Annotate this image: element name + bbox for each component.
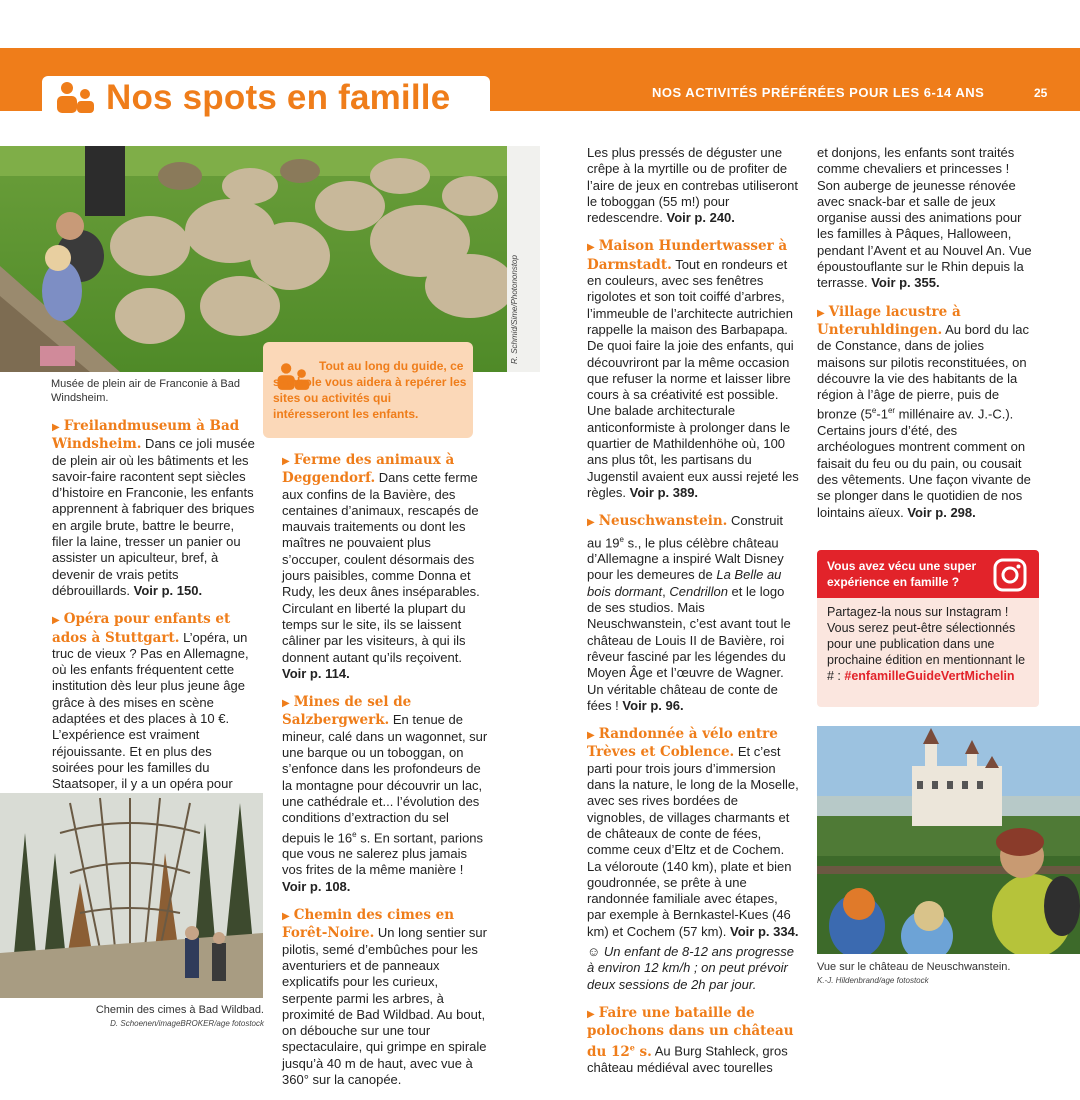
sheep-photo-caption: Musée de plein air de Franconie à Bad Windsheim. — [51, 378, 240, 404]
entry-title: Village lacustre à Unteruhldingen. — [817, 303, 961, 338]
castle-image — [817, 726, 1080, 954]
entry-title: Mines de sel de Salzbergwerk. — [282, 694, 412, 729]
entry-polochons: ▶ Faire une bataille de polochons dans un château du 12e s. Au Burg Stahleck, gros château médiéval avec tourelles — [587, 1004, 794, 1076]
page-reference: Voir p. 108. — [282, 878, 351, 894]
triangle-bullet-icon: ▶ — [52, 422, 60, 433]
triangle-bullet-icon: ▶ — [587, 1008, 595, 1020]
page-reference: Voir p. 298. — [907, 504, 976, 520]
page-reference: Voir p. 150. — [133, 582, 203, 598]
entry-randonnee-note: ☺ Un enfant de 8-12 ans progresse à environ 12 km/h ; on peut prévoir deux sessions de 2h par jour. — [587, 943, 794, 992]
treetop-image — [0, 793, 263, 998]
entry-title: Opéra pour enfants et ados à Stuttgart. — [52, 611, 231, 646]
instagram-box — [817, 550, 1039, 707]
triangle-bullet-icon: ▶ — [282, 911, 290, 923]
treetop-photo — [0, 793, 263, 998]
instagram-icon — [993, 558, 1027, 592]
triangle-bullet-icon: ▶ — [587, 242, 595, 254]
entry-title: Faire une bataille de polochons dans un château du 12e s. — [587, 1004, 794, 1060]
triangle-bullet-icon: ▶ — [282, 698, 290, 710]
entry-neuschwanstein: ▶ Neuschwanstein. Construit au 19e s., le plus célèbre château d’Allemagne a inspiré Walt Disney pour les demeures de La Belle au bois dormant, Cendrillon et le logo de ses studios. Mais Neuschwanstein, c’est avant tout le château de Louis II de Bavière, roi rêveur fasciné par les légendes du Moyen Âge et l’œuvre de Wagner. Un véritable château de conte de fées ! Voir p. 96. — [587, 513, 791, 713]
triangle-bullet-icon: ▶ — [817, 307, 825, 319]
page-reference: Voir p. 114. — [282, 665, 350, 681]
triangle-bullet-icon: ▶ — [52, 615, 60, 627]
column-4 — [817, 145, 1032, 533]
instagram-box-header — [817, 550, 1039, 598]
column-1 — [52, 418, 256, 837]
castle-photo-caption: Vue sur le château de Neuschwanstein. K.-J. Hildenbrand/age fotostock — [817, 960, 1067, 988]
entry-title: Ferme des animaux à Deggendorf. — [282, 452, 455, 487]
page-reference: Voir p. 389. — [629, 484, 699, 500]
entry-hundertwasser: ▶ Maison Hundertwasser à Darmstadt. Tout en rondeurs et en couleurs, avec ses fenêtres rigolotes et son toit coiffé d’arbres, l’immeuble de l’architecte autrichien rappelle la maison des Barbapapa. De quoi faire la joie des enfants, qui découvriront par la même occasion que refuser la norme et laisser libre cours à sa créativité est possible. Une balade architecturale anticonformiste à prolonger dans le quartier de Mathildenhöhe où, 100 ans plus tôt, les partisans du Jugenstil avaient eux aussi rejeté les règles. Voir p. 389. — [587, 238, 799, 500]
entry-randonnee: ▶ Randonnée à vélo entre Trèves et Coblence. Et c’est parti pour trois jours d’immersion dans la nature, le long de la Moselle, avec ses rives bordées de vignobles, de villages charmants et de châteaux de conte de fées, comme ceux d’Eltz et de Cochem. La véloroute (140 km), plate et bien goudronnée, se prête à une randonnée familiale avec étapes, par exemple à Bernkastel-Kues (46 km) et Cochem (57 km). Voir p. 334. — [587, 726, 799, 939]
entry-chevaliers: et donjons, les enfants sont traités comme chevaliers et princesses ! Son auberge de jeunesse rénovée avec snack-bar et salle de jeux organise aussi des animations pour les familles à Pâques, Halloween, pendant l’Avent et au Nouvel An. Vue époustouflante sur le Rhin depuis la terrasse. Voir p. 355. — [817, 145, 1032, 291]
entry-cimes: ▶ Chemin des cimes en Forêt-Noire. Un long sentier sur pilotis, semé d’embûches pour les aventuriers et de panneaux explicatifs pour les curieux, serpente parmi les arbres, à proximité de Bad Wildbad. Au bout, on débouche sur une tour spectaculaire, qui grimpe en spirale jusqu’à 40 m de haut, avec vue à 360° sur la canopée. — [282, 907, 487, 1088]
family-icon — [54, 81, 96, 115]
castle-photo-credit: K.-J. Hildenbrand/age fotostock — [817, 976, 929, 985]
page-title: Nos spots en famille — [106, 78, 451, 117]
page-reference: Voir p. 355. — [871, 275, 940, 291]
treetop-photo-credit: D. Schoenen/imageBROKER/age fotostock — [110, 1019, 264, 1028]
section-heading: NOS ACTIVITÉS PRÉFÉRÉES POUR LES 6-14 ANS — [652, 85, 985, 100]
instagram-hashtag: #enfamilleGuideVertMichelin — [844, 669, 1015, 683]
page-reference: Voir p. 334. — [730, 923, 799, 939]
triangle-bullet-icon: ▶ — [282, 456, 290, 467]
page-reference: Voir p. 96. — [622, 697, 684, 713]
triangle-bullet-icon: ▶ — [587, 517, 595, 529]
guide-symbol-text: Tout au long du guide, ce symbole vous aidera à repérer les sites ou activités qui intéresseront les enfants. — [273, 359, 467, 421]
page-reference: Voir p. 240. — [666, 210, 735, 226]
sheep-photo-credit: R. Schmid/Sime/Photononstop — [510, 255, 519, 364]
instagram-box-title: Vous avez vécu une super expérience en famille ? — [827, 559, 977, 589]
child-face-icon: ☺ — [587, 943, 601, 959]
sheep-photo — [0, 146, 540, 372]
treetop-photo-caption: Chemin des cimes à Bad Wildbad. D. Schoenen/imageBROKER/age fotostock — [60, 1003, 264, 1031]
entry-freilandmuseum: ▶ Freilandmuseum à Bad Windsheim. Dans ce joli musée de plein air où les bâtiments et les savoir-faire racontent sept siècles d’histoire en Franconie, les enfants apprennent à fabriquer des briques en argile brute, battre le beurre, filer la laine, tresser un panier ou assister un apiculteur, bref, à devenir de vrais petits débrouillards. Voir p. 150. — [52, 418, 255, 598]
castle-photo — [817, 726, 1080, 954]
entry-title: Neuschwanstein. — [598, 513, 728, 530]
entry-ferme: ▶ Ferme des animaux à Deggendorf. Dans cette ferme aux confins de la Bavière, des centaines d’animaux, rescapés de mauvais traitements ou dont les maîtres ne pouvaient plus s’occuper, coulent désormais des jours paisibles, comme Donna et Rudy, les deux ânes inséparables. Circulant en liberté la plupart du temps sur le site, ils se laissent câliner par les visiteurs, à qui ils donnent autant qu’ils reçoivent. Voir p. 114. — [282, 452, 480, 681]
entry-crepe: Les plus pressés de déguster une crêpe à la myrtille ou de profiter de l’aire de jeux en contrebas utiliseront le toboggan (55 m!) pour redescendre. Voir p. 240. — [587, 145, 799, 226]
page-number: 25 — [1034, 86, 1048, 100]
entry-title: Randonnée à vélo entre Trèves et Coblence. — [587, 726, 778, 761]
entry-title: Freilandmuseum à Bad Windsheim. — [52, 418, 240, 453]
entry-opera: ▶ Opéra pour enfants et ados à Stuttgart. L’opéra, un truc de vieux ? Pas en Allemagne, où les enfants fréquentent cette institution dès leur plus jeune âge grâce à des mises en scène adaptées et des places à 10 €. L’expérience est vraiment réjouissante. Et en plus des soirées pour les familles du Staatsoper, il y a un opéra pour — [52, 611, 256, 825]
title-tab — [42, 76, 490, 120]
guide-symbol-box — [263, 342, 473, 438]
entry-village-lacustre: ▶ Village lacustre à Unteruhldingen. Au bord du lac de Constance, dans de jolies maisons sur pilotis reconstituées, on découvre la vie des habitants de la région à l’âge de pierre, puis de bronze (5e-1er millénaire av. J.-C.). Certains jours d’été, des archéologues montrent comment on faisait du feu ou du pain, ou cousait des vêtements. Une façon vivante de se plonger dans le quotidien de nos lointains aïeux. Voir p. 298. — [817, 303, 1031, 520]
entry-title: Chemin des cimes en Forêt-Noire. — [282, 907, 455, 942]
entry-mines: ▶ Mines de sel de Salzbergwerk. En tenue de mineur, calé dans un wagonnet, sur une barque ou un toboggan, on s’enfonce dans les profondeurs de la montagne pour découvrir un lac, une cathédrale et... l’évolution des conditions d’extraction du sel depuis le 16e s. En sortant, parions que vous ne salerez plus jamais vos frites de la même manière ! Voir p. 108. — [282, 694, 488, 894]
entry-title: Maison Hundertwasser à Darmstadt. — [587, 238, 788, 273]
instagram-box-body: Partagez-la nous sur Instagram ! Vous serez peut-être sélectionnés pour une publication dans une prochaine édition en mentionnant le # : #enfamilleGuideVertMichelin — [827, 605, 1026, 683]
column-2 — [282, 452, 488, 1100]
column-3 — [587, 145, 799, 1089]
triangle-bullet-icon: ▶ — [587, 730, 595, 742]
sheep-image — [0, 146, 540, 372]
